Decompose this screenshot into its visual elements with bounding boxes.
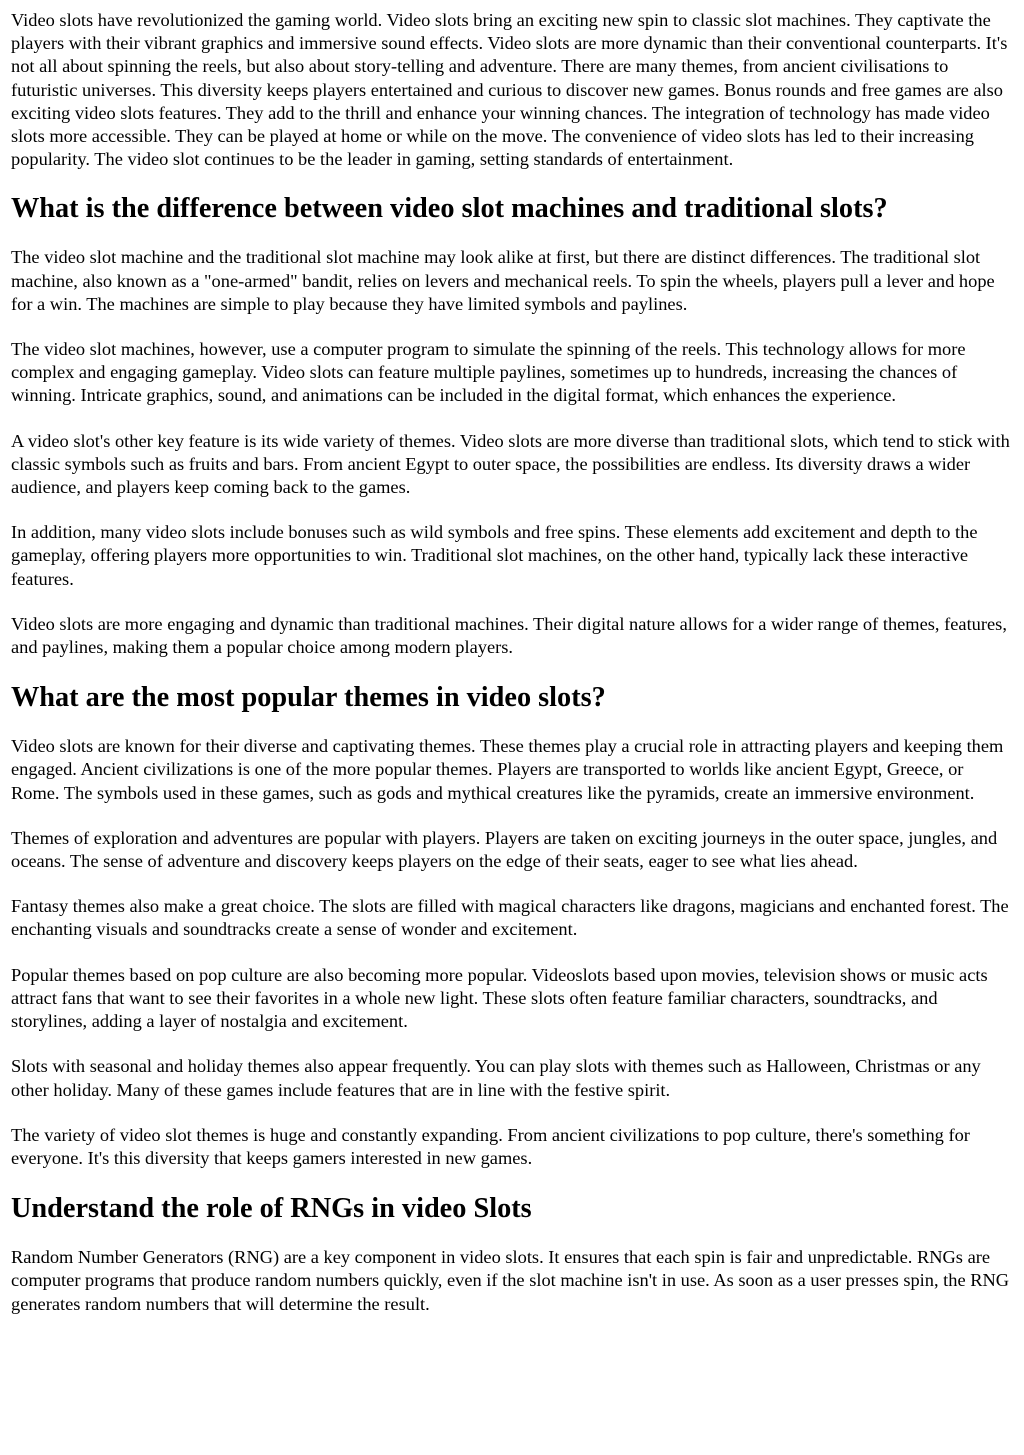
paragraph: Slots with seasonal and holiday themes also appear frequently. You can play slots with themes such as Halloween, Christmas or any other holiday. Many of these games include features that are in line with the festive spirit. bbox=[11, 1056, 981, 1100]
paragraph: Video slots are more engaging and dynamic than traditional machines. Their digital nature allows for a wider range of themes, features, and paylines, making them a popular choice among modern players. bbox=[11, 613, 1007, 658]
paragraph: Popular themes based on pop culture are also becoming more popular. Videoslots based upon movies, television shows or music acts attract fans that want to see their favorites in a whole new light. These slots often feature familiar characters, soundtracks, and storylines, adding a layer of nostalgia and excitement. bbox=[11, 964, 988, 1032]
paragraph: Themes of exploration and adventures are popular with players. Players are taken on exciting journeys in the outer space, jungles, and oceans. The sense of adventure and discovery keeps players on the edge of their seats, eager to see what lies ahead. bbox=[11, 827, 998, 872]
paragraph: The video slot machine and the traditional slot machine may look alike at first, but there are distinct differences. The traditional slot machine, also known as a "one-armed" bandit, relies on levers and mechanical reels. To spin the wheels, players pull a lever and hope for a win. The machines are simple to play because they have limited symbols and paylines. bbox=[11, 247, 995, 314]
paragraph: A video slot's other key feature is its wide variety of themes. Video slots are more diverse than traditional slots, which tend to stick with classic symbols such as fruits and bars. From ancient Egypt to outer space, the possibilities are endless. Its diversity draws a wider audience, and players keep coming back to the games. bbox=[11, 430, 1010, 498]
paragraph: The variety of video slot themes is huge and constantly expanding. From ancient civilizations to pop culture, there's something for everyone. It's this diversity that keeps gamers interested in new games. bbox=[11, 1124, 970, 1168]
paragraph: Random Number Generators (RNG) are a key component in video slots. It ensures that each spin is fair and unpredictable. RNGs are computer programs that produce random numbers quickly, even if the slot machine isn't in use. As soon as a user presses spin, the RNG generates random numbers that will determine the result. bbox=[11, 1247, 1010, 1314]
section-heading-rng: Understand the role of RNGs in video Slots bbox=[11, 1193, 532, 1225]
paragraph: Video slots are known for their diverse and captivating themes. These themes play a crucial role in attracting players and keeping them engaged. Ancient civilizations is one of the more popular themes. Players are transported to worlds like ancient Egypt, Greece, or Rome. The symbols used in these games, such as gods and mythical creatures like the pyramids, create an immersive environment. bbox=[11, 736, 1004, 803]
article bbox=[0, 9, 1024, 1316]
paragraph: In addition, many video slots include bonuses such as wild symbols and free spins. These elements add excitement and depth to the gameplay, offering players more opportunities to win. Traditional slot machines, on the other hand, typically lack these interactive features. bbox=[11, 522, 978, 589]
paragraph: The video slot machines, however, use a computer program to simulate the spinning of the reels. This technology allows for more complex and engaging gameplay. Video slots can feature multiple paylines, sometimes up to hundreds, increasing the chances of winning. Intricate graphics, sound, and animations can be included in the digital format, which enhances the experience. bbox=[11, 339, 966, 406]
paragraph: Fantasy themes also make a great choice. The slots are filled with magical characters like dragons, magicians and enchanted forest. The enchanting visuals and soundtracks create a sense of wonder and excitement. bbox=[11, 896, 1009, 940]
section-heading-differences: What is the difference between video slot machines and traditional slots? bbox=[11, 193, 888, 225]
intro-paragraph: Video slots have revolutionized the gaming world. Video slots bring an exciting new spin to classic slot machines. They captivate the players with their vibrant graphics and immersive sound effects. Video slots are more dynamic than their conventional counterparts. It's not all about spinning the reels, but also about story-telling and adventure. There are many themes, from ancient civilisations to futuristic universes. This diversity keeps players entertained and curious to discover new games. Bonus rounds and free games are also exciting video slots features. They add to the thrill and enhance your winning chances. The integration of technology has made video slots more accessible. They can be played at home or while on the move. The convenience of video slots has led to their increasing popularity. The video slot continues to be the leader in gaming, setting standards of entertainment. bbox=[11, 10, 1008, 170]
section-heading-themes: What are the most popular themes in video slots? bbox=[11, 682, 606, 714]
